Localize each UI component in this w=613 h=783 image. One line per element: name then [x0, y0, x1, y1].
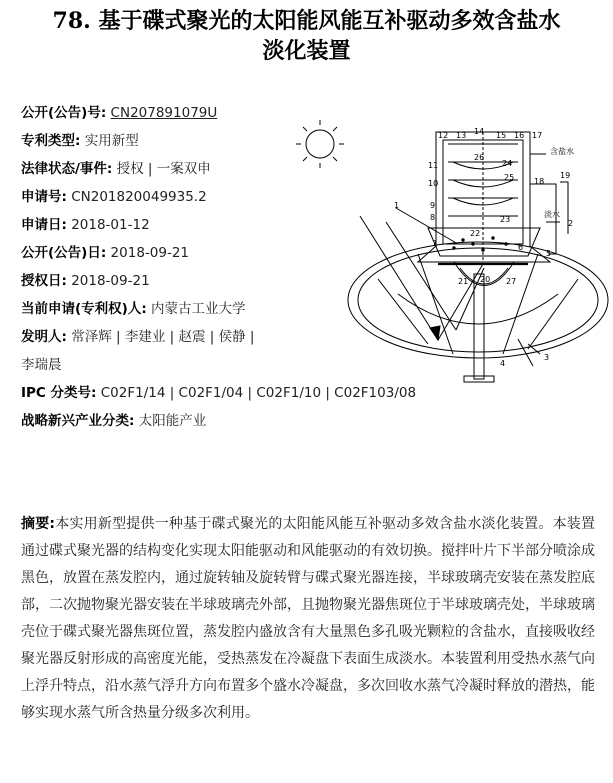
field-label: 战略新兴产业分类:	[21, 413, 135, 429]
label-n13: 13	[456, 131, 467, 140]
field-label: 申请号:	[21, 189, 67, 205]
abstract-section	[21, 511, 595, 727]
field-label: 发明人:	[21, 329, 67, 345]
field-value: 授权 | 一案双申	[116, 161, 211, 177]
field-value: C02F1/14 | C02F1/04 | C02F1/10 | C02F103/08	[100, 385, 417, 401]
field-label: 法律状态/事件:	[21, 161, 113, 177]
label-n27: 27	[506, 277, 517, 286]
label-n2: 2	[568, 219, 574, 228]
label-n10: 10	[428, 179, 439, 188]
label-n12: 12	[438, 131, 449, 140]
sun-icon	[296, 120, 344, 168]
field-industry	[21, 407, 441, 435]
label-n6: 6	[518, 243, 524, 252]
field-value: 内蒙古工业大学	[151, 301, 246, 317]
label-n25: 25	[504, 173, 515, 182]
label-n20: 20	[480, 275, 491, 284]
label-n1: 1	[394, 201, 400, 210]
field-label: IPC 分类号:	[21, 385, 97, 401]
label-n22: 22	[470, 229, 481, 238]
pub-no-link[interactable]: CN207891079U	[110, 105, 218, 121]
label-n23: 23	[500, 215, 511, 224]
field-value: 李瑞晨	[21, 357, 62, 373]
label-n26: 26	[474, 153, 485, 162]
label-n19: 19	[560, 171, 571, 180]
patent-drawing	[278, 104, 610, 394]
field-value: 2018-01-12	[71, 217, 150, 233]
label-saltwater: 含盐水	[550, 147, 574, 156]
label-n8: 8	[430, 213, 436, 222]
label-n14: 14	[474, 127, 485, 136]
field-label: 专利类型:	[21, 133, 81, 149]
label-n3: 3	[544, 353, 550, 362]
field-value: 实用新型	[84, 133, 139, 149]
label-n17: 17	[532, 131, 543, 140]
label-n24: 24	[502, 159, 513, 168]
title-line-1: 78. 基于碟式聚光的太阳能风能互补驱动多效含盐水	[52, 8, 561, 34]
abstract-text: 本实用新型提供一种基于碟式聚光的太阳能风能互补驱动多效含盐水淡化装置。本装置通过碟式聚光器的结构变化实现太阳能驱动和风能驱动的有效切换。搅拌叶片下半部分喷涂成黑色，放置在蒸发腔内，通过旋转轴及旋转臂与碟式聚光器连接，半球玻璃壳安装在蒸发腔底部，二次抛物聚光器安装在半球玻璃壳外部，且抛物聚光器焦斑位于半球玻璃壳处，半球玻璃壳位于碟式聚光器焦斑位置，蒸发腔内盛放含有大量黑色多孔吸光颗粒的含盐水，直接吸收经聚光器反射形成的高密度光能，受热蒸发在冷凝盘下表面生成淡水。本装置利用受热水蒸气向上浮升特点，沿水蒸气浮升方向布置多个盛水冷凝盘，多次回收水蒸气冷凝时释放的潜热，能够实现水蒸气所含热量分级多次利用。	[21, 516, 595, 721]
title-line-2: 淡化装置	[262, 38, 351, 64]
label-n21: 21	[458, 277, 469, 286]
field-value: 太阳能产业	[138, 413, 207, 429]
label-n9: 9	[430, 201, 436, 210]
field-label: 授权日:	[21, 273, 67, 289]
field-label: 当前申请(专利权)人:	[21, 301, 147, 317]
abstract-label: 摘要:	[21, 516, 56, 532]
label-freshwater: 淡水	[544, 210, 560, 219]
field-label: 公开(公告)日:	[21, 245, 107, 261]
field-value: CN201820049935.2	[71, 189, 207, 205]
document-title	[0, 6, 613, 66]
field-value: 2018-09-21	[71, 273, 150, 289]
label-n11: 11	[428, 161, 439, 170]
support-mast	[464, 274, 494, 382]
label-n4: 4	[500, 359, 506, 368]
label-n15: 15	[496, 131, 507, 140]
field-value: 常泽辉 | 李建业 | 赵震 | 侯静 |	[71, 329, 255, 345]
field-label: 公开(公告)号:	[21, 105, 107, 121]
label-n18: 18	[534, 177, 545, 186]
field-label: 申请日:	[21, 217, 67, 233]
field-value: 2018-09-21	[110, 245, 190, 261]
label-n16: 16	[514, 131, 525, 140]
label-n5: 5	[546, 249, 552, 258]
label-n7: 7	[432, 239, 438, 248]
